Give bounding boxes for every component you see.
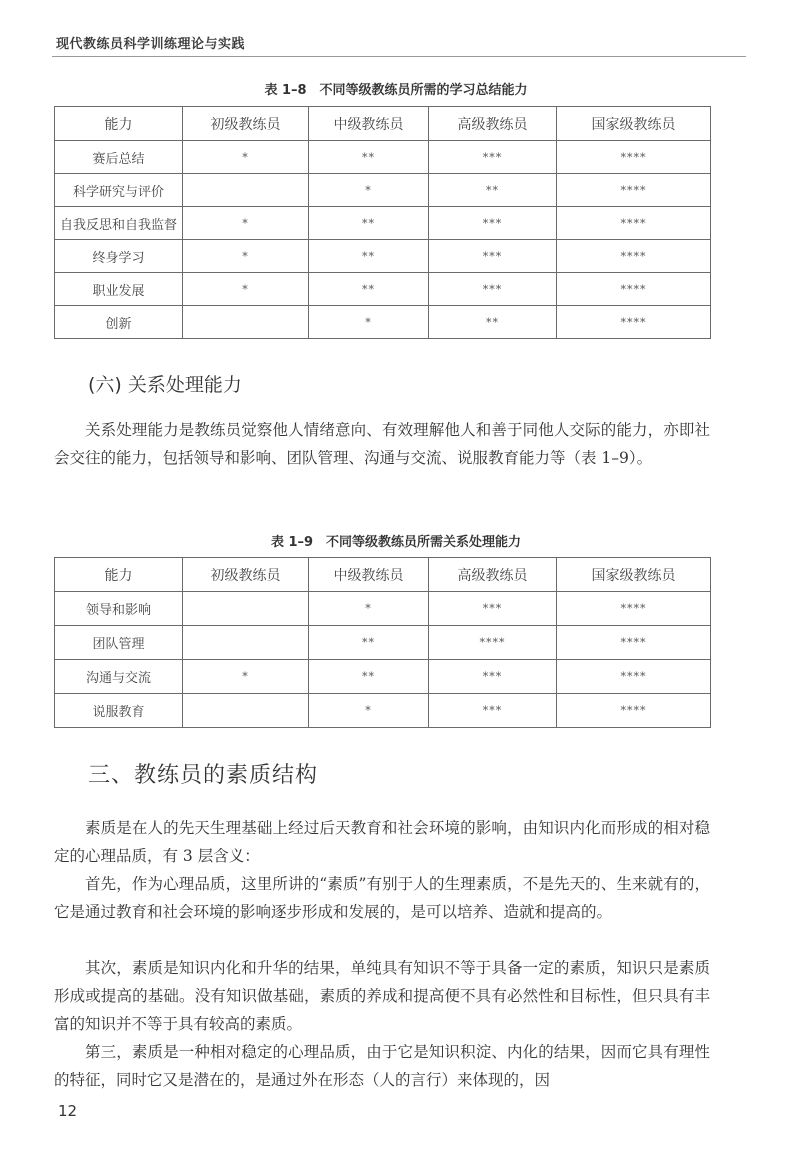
rating-cell: **** <box>557 273 711 306</box>
header-senior: 高级教练员 <box>429 107 557 141</box>
header-intermediate: 中级教练员 <box>309 107 429 141</box>
paragraph: 首先，作为心理品质，这里所讲的“素质”有别于人的生理素质，不是先天的、生来就有的，它是通过教育和社会环境的影响逐步形成和发展的，是可以培养、造就和提高的。 <box>54 875 710 921</box>
rating-cell <box>183 626 309 660</box>
rating-cell: *** <box>429 207 557 240</box>
row-label: 自我反思和自我监督 <box>55 207 183 240</box>
rating-cell: *** <box>429 141 557 174</box>
table-1-9 <box>54 557 711 728</box>
rating-cell: *** <box>429 273 557 306</box>
table-1-8 <box>54 106 711 339</box>
row-label: 职业发展 <box>55 273 183 306</box>
table-row <box>55 306 711 339</box>
rating-cell: **** <box>557 141 711 174</box>
rating-cell: **** <box>557 592 711 626</box>
rating-cell: ** <box>429 306 557 339</box>
table-row <box>55 207 711 240</box>
rating-cell: **** <box>557 694 711 728</box>
row-label: 沟通与交流 <box>55 660 183 694</box>
rating-cell: ** <box>429 174 557 207</box>
row-label: 说服教育 <box>55 694 183 728</box>
running-head: 现代教练员科学训练理论与实践 <box>56 37 246 52</box>
rating-cell: **** <box>557 207 711 240</box>
table-1-8-caption: 表 1–8 不同等级教练员所需的学习总结能力 <box>264 83 528 98</box>
header-rule <box>52 56 746 57</box>
rating-cell <box>183 592 309 626</box>
rating-cell: * <box>183 207 309 240</box>
rating-cell: * <box>183 273 309 306</box>
rating-cell: *** <box>429 240 557 273</box>
page-number: 12 <box>58 1102 78 1120</box>
rating-cell <box>183 306 309 339</box>
rating-cell: * <box>183 240 309 273</box>
row-label: 领导和影响 <box>55 592 183 626</box>
header-junior: 初级教练员 <box>183 107 309 141</box>
rating-cell: **** <box>557 174 711 207</box>
rating-cell <box>183 694 309 728</box>
rating-cell: ** <box>309 626 429 660</box>
rating-cell: **** <box>557 626 711 660</box>
table-header-row <box>55 558 711 592</box>
row-label: 终身学习 <box>55 240 183 273</box>
header-ability: 能力 <box>55 107 183 141</box>
rating-cell: ** <box>309 207 429 240</box>
section-heading-relationship: (六) 关系处理能力 <box>88 374 242 396</box>
table-header-row <box>55 107 711 141</box>
row-label: 团队管理 <box>55 626 183 660</box>
rating-cell: **** <box>557 306 711 339</box>
table-row <box>55 626 711 660</box>
rating-cell: ** <box>309 141 429 174</box>
table-row <box>55 694 711 728</box>
rating-cell: *** <box>429 694 557 728</box>
rating-cell: *** <box>429 660 557 694</box>
rating-cell: * <box>309 174 429 207</box>
rating-cell <box>183 174 309 207</box>
paragraph: 素质是在人的先天生理基础上经过后天教育和社会环境的影响，由知识内化而形成的相对稳定的心理品质，有 3 层含义： <box>54 819 710 865</box>
rating-cell: ** <box>309 240 429 273</box>
rating-cell: * <box>309 694 429 728</box>
table-row <box>55 174 711 207</box>
row-label: 科学研究与评价 <box>55 174 183 207</box>
rating-cell: **** <box>557 240 711 273</box>
paragraph: 其次，素质是知识内化和升华的结果，单纯具有知识不等于具备一定的素质，知识只是素质形成或提高的基础。没有知识做基础，素质的养成和提高便不具有必然性和目标性，但只具有丰富的知识并不等于具有较高的素质。 <box>54 959 710 1033</box>
header-senior: 高级教练员 <box>429 558 557 592</box>
rating-cell: **** <box>557 660 711 694</box>
rating-cell: *** <box>429 592 557 626</box>
rating-cell: * <box>183 660 309 694</box>
rating-cell: * <box>309 306 429 339</box>
row-label: 创新 <box>55 306 183 339</box>
table-row <box>55 141 711 174</box>
table-row <box>55 273 711 306</box>
table-row <box>55 240 711 273</box>
table-row <box>55 592 711 626</box>
header-junior: 初级教练员 <box>183 558 309 592</box>
paragraph: 关系处理能力是教练员觉察他人情绪意向、有效理解他人和善于同他人交际的能力，亦即社会交往的能力，包括领导和影响、团队管理、沟通与交流、说服教育能力等（表 1–9）。 <box>54 421 710 467</box>
row-label: 赛后总结 <box>55 141 183 174</box>
header-ability: 能力 <box>55 558 183 592</box>
rating-cell: ** <box>309 660 429 694</box>
header-national: 国家级教练员 <box>557 558 711 592</box>
rating-cell: * <box>309 592 429 626</box>
table-row <box>55 660 711 694</box>
paragraph: 第三，素质是一种相对稳定的心理品质，由于它是知识积淀、内化的结果，因而它具有理性的特征，同时它又是潜在的，是通过外在形态（人的言行）来体现的，因 <box>54 1043 710 1089</box>
header-national: 国家级教练员 <box>557 107 711 141</box>
table-1-9-caption: 表 1–9 不同等级教练员所需关系处理能力 <box>270 535 522 550</box>
rating-cell: ** <box>309 273 429 306</box>
header-intermediate: 中级教练员 <box>309 558 429 592</box>
rating-cell: **** <box>429 626 557 660</box>
rating-cell: * <box>183 141 309 174</box>
section-heading-quality-structure: 三、教练员的素质结构 <box>88 763 319 788</box>
